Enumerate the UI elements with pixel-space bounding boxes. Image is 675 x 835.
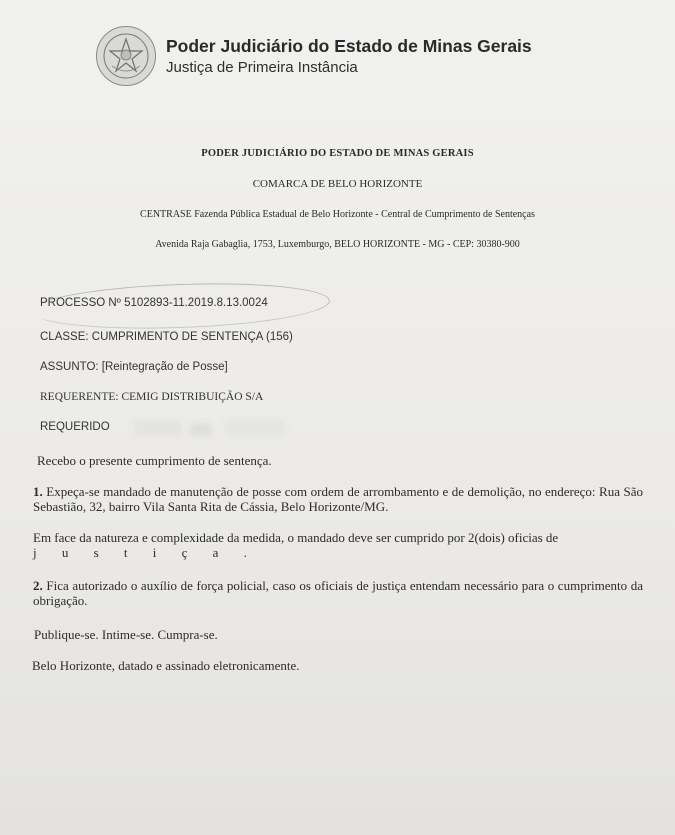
item-1-text: Expeça-se mandado de manutenção de posse com ordem de arrombamento e de demolição, no endereço: Rua São Sebastião, 32, bairro Vila Santa Rita de Cássia, Belo Horizonte/MG. (33, 484, 644, 514)
redaction-blur (190, 424, 212, 436)
redaction-blur (226, 420, 284, 436)
org-title: Poder Judiciário do Estado de Minas Gerais (166, 36, 532, 56)
heading-centrase: CENTRASE Fazenda Pública Estadual de Belo Horizonte - Central de Cumprimento de Sentenças (140, 209, 535, 220)
face-text: Em face da natureza e complexidade da medida, o mandado deve ser cumprido por 2(dois) oficias de (33, 530, 559, 545)
org-subtitle: Justiça de Primeira Instância (166, 59, 358, 76)
paragraph-item-1 (33, 484, 643, 514)
face-text-spaced: j u s t i ç a . (33, 545, 247, 560)
heading-court: PODER JUDICIÁRIO DO ESTADO DE MINAS GERAIS (201, 148, 474, 159)
case-classe: CLASSE: CUMPRIMENTO DE SENTENÇA (156) (40, 331, 293, 343)
item-2-number: 2. (33, 578, 43, 593)
coat-of-arms-icon (102, 32, 150, 80)
paragraph-recebo: Recebo o presente cumprimento de sentença. (37, 453, 272, 468)
case-assunto: ASSUNTO: [Reintegração de Posse] (40, 361, 228, 373)
case-processo: PROCESSO Nº 5102893-11.2019.8.13.0024 (40, 297, 268, 309)
paragraph-item-2 (33, 578, 643, 608)
item-1-number: 1. (33, 484, 43, 499)
paragraph-local: Belo Horizonte, datado e assinado eletronicamente. (32, 658, 300, 673)
paragraph-face (33, 530, 643, 545)
heading-address: Avenida Raja Gabaglia, 1753, Luxemburgo, BELO HORIZONTE - MG - CEP: 30380-900 (155, 239, 520, 250)
heading-comarca: COMARCA DE BELO HORIZONTE (252, 178, 423, 190)
redaction-blur (134, 420, 182, 436)
paragraph-publique: Publique-se. Intime-se. Cumpra-se. (34, 627, 218, 642)
case-requerido: REQUERIDO (40, 421, 110, 433)
court-seal-icon (96, 26, 156, 86)
item-2-text: Fica autorizado o auxílio de força policial, caso os oficiais de justiça entendam necessário para o cumprimento da obrigação. (33, 578, 643, 608)
case-requerente: REQUERENTE: CEMIG DISTRIBUIÇÃO S/A (40, 391, 264, 403)
